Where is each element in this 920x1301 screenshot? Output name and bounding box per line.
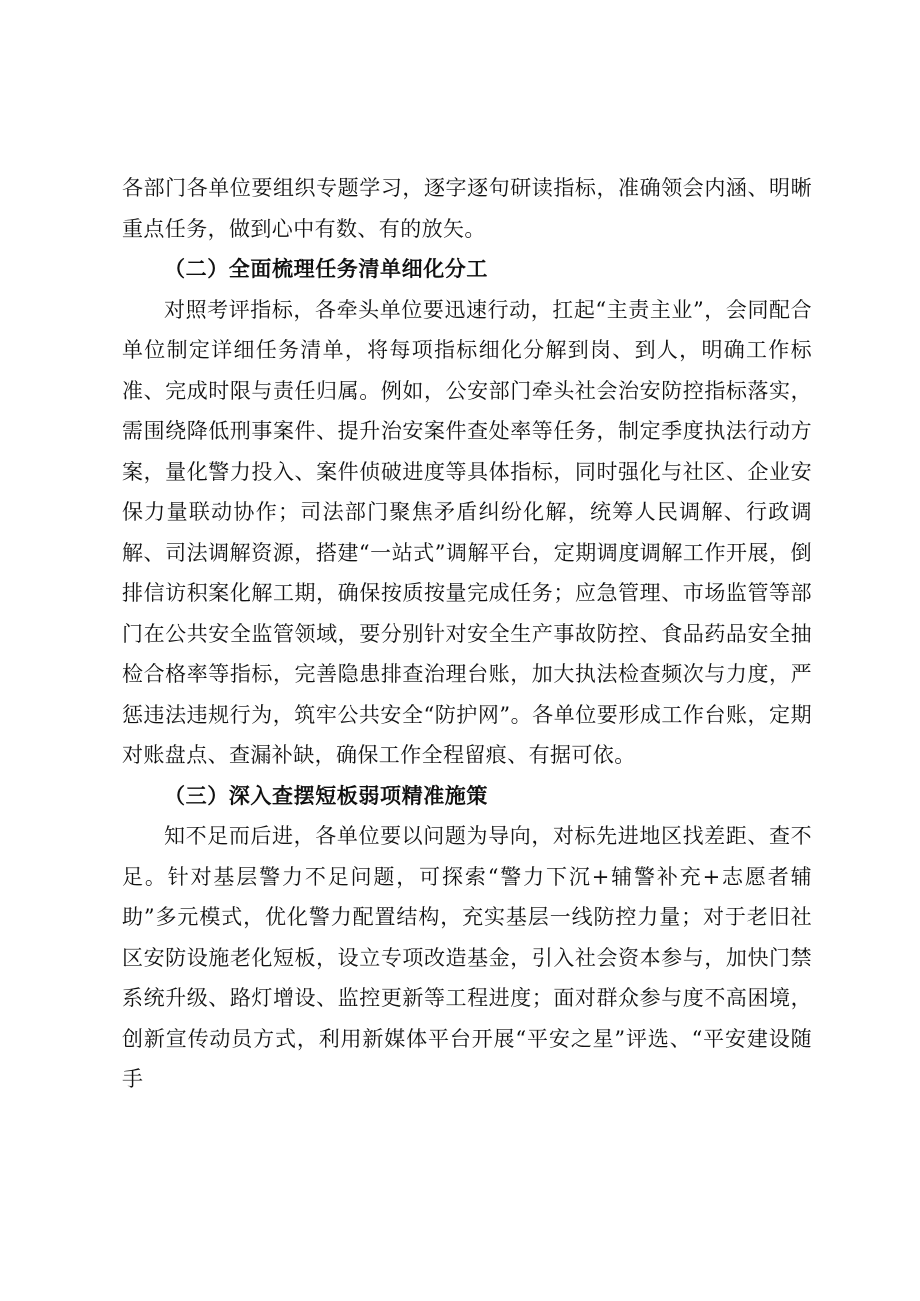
section-heading-3: （三）深入查摆短板弱项精准施策 (164, 783, 488, 808)
paragraph-section-3: 知不足而后进，各单位要以问题为导向，对标先进地区找差距、查不足。针对基层警力不足问题，可探索“警力下沉+辅警补充+志愿者辅助”多元模式，优化警力配置结构，充实基层一线防控力量；对于老旧社区安防设施老化短板，设立专项改造基金，引入社会资本参与，加快门禁系统升级、路灯增设、监控更新等工程进度；面对群众参与度不高困境，创新宣传动员方式，利用新媒体平台开展“平安之星”评选、“平安建设随手 (122, 824, 812, 1091)
section-heading-2: （二）全面梳理任务清单细化分工 (164, 257, 488, 281)
document-body (122, 168, 812, 1100)
paragraph-continuation: 各部门各单位要组织专题学习，逐字逐句研读指标，准确领会内涵、明晰重点任务，做到心中有数、有的放矢。 (122, 176, 812, 241)
paragraph-section-2: 对照考评指标，各牵头单位要迅速行动，扛起“主责主业”，会同配合单位制定详细任务清单，将每项指标细化分解到岗、到人，明确工作标准、完成时限与责任归属。例如，公安部门牵头社会治安防控指标落实，需围绕降低刑事案件、提升治安案件查处率等任务，制定季度执法行动方案，量化警力投入、案件侦破进度等具体指标，同时强化与社区、企业安保力量联动协作；司法部门聚焦矛盾纠纷化解，统筹人民调解、行政调解、司法调解资源，搭建“一站式”调解平台，定期调度调解工作开展，倒排信访积案化解工期，确保按质按量完成任务；应急管理、市场监管等部门在公共安全监管领域，要分别针对安全生产事故防控、食品药品安全抽检合格率等指标，完善隐患排查治理台账，加大执法检查频次与力度，严惩违法违规行为，筑牢公共安全“防护网”。各单位要形成工作台账，定期对账盘点、查漏补缺，确保工作全程留痕、有据可依。 (122, 297, 812, 767)
